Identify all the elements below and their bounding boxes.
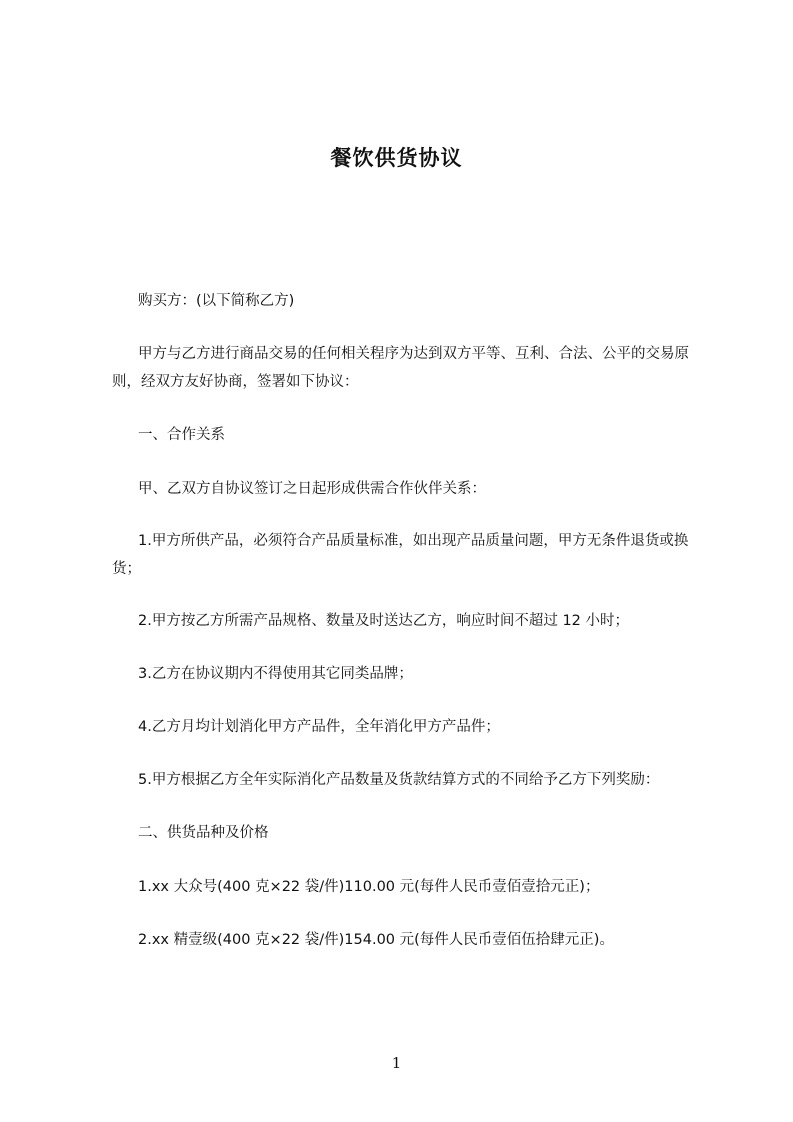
- section1-heading: 一、合作关系: [138, 427, 225, 443]
- section2-heading: 二、供货品种及价格: [138, 825, 269, 841]
- section1-lead: 甲、乙双方自协议签订之日起形成供需合作伙伴关系：: [138, 481, 486, 497]
- section2-item-2: 2.xx 精壹级(400 克×22 袋/件)154.00 元(每件人民币壹佰伍拾肆元正)。: [138, 932, 614, 948]
- section2-item-1: 1.xx 大众号(400 克×22 袋/件)110.00 元(每件人民币壹佰壹拾元正)；: [138, 879, 600, 895]
- section1-item-4: 4.乙方月均计划消化甲方产品件，全年消化甲方产品件；: [138, 719, 500, 735]
- section1-item-1: 1.甲方所供产品，必须符合产品质量标准，如出现产品质量问题，甲方无条件退货或换货；: [112, 533, 689, 577]
- document-title: 餐饮供货协议: [330, 146, 463, 170]
- intro-paragraph: 甲方与乙方进行商品交易的任何相关程序为达到双方平等、互利、合法、公平的交易原则，经双方友好协商，签署如下协议：: [112, 346, 689, 390]
- section1-item-2: 2.甲方按乙方所需产品规格、数量及时送达乙方，响应时间不超过 12 小时；: [138, 613, 630, 629]
- page-number: 1: [391, 1054, 402, 1072]
- buyer-line: 购买方：(以下简称乙方): [138, 293, 295, 309]
- section1-item-3: 3.乙方在协议期内不得使用其它同类品牌；: [138, 666, 413, 682]
- section1-item-5: 5.甲方根据乙方全年实际消化产品数量及货款结算方式的不同给予乙方下列奖励：: [138, 772, 660, 788]
